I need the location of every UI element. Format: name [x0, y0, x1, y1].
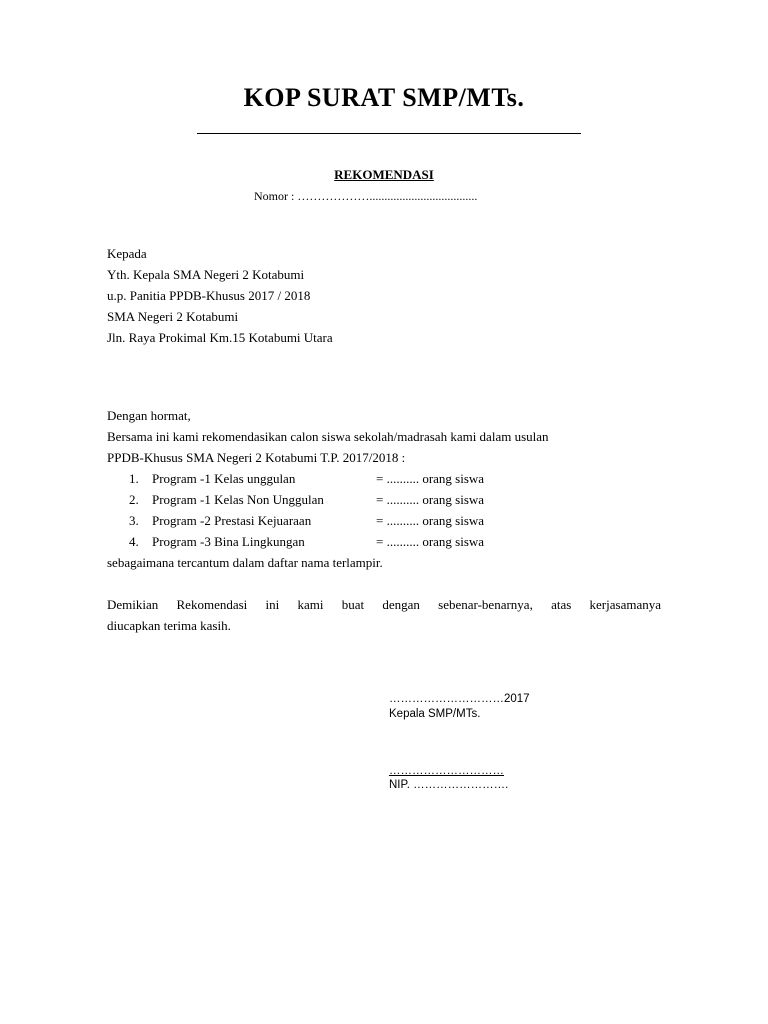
letterhead-rule: [197, 133, 581, 134]
program-quota: = .......... orang siswa: [376, 471, 485, 486]
program-name: Program -3 Bina Lingkungan: [152, 534, 305, 549]
closing-line: Demikian Rekomendasi ini kami buat dengan sebenar-benarnya, atas kerjasamanya: [107, 597, 661, 612]
closing-paragraph: [107, 594, 661, 636]
program-number: 2.: [129, 492, 139, 507]
letter-body: [107, 405, 661, 573]
greeting: Dengan hormat,: [107, 408, 191, 423]
signature-date: …………………………2017: [389, 693, 530, 705]
address-line: Kepada: [107, 246, 147, 261]
intro-line: PPDB-Khusus SMA Negeri 2 Kotabumi T.P. 2017/2018 :: [107, 450, 406, 465]
intro-line: Bersama ini kami rekomendasikan calon siswa sekolah/madrasah kami dalam usulan: [107, 429, 549, 444]
signature-nip: NIP. …………………….: [389, 779, 509, 791]
program-number: 3.: [129, 513, 139, 528]
address-line: Yth. Kepala SMA Negeri 2 Kotabumi: [107, 267, 305, 282]
program-quota: = .......... orang siswa: [376, 513, 485, 528]
program-name: Program -1 Kelas Non Unggulan: [152, 492, 324, 507]
signature-role: Kepala SMP/MTs.: [389, 708, 481, 720]
after-list-text: sebagaimana tercantum dalam daftar nama terlampir.: [107, 555, 383, 570]
program-item: [107, 489, 661, 510]
program-item: [107, 510, 661, 531]
program-quota: = .......... orang siswa: [376, 534, 485, 549]
letterhead-title: KOP SURAT SMP/MTs.: [243, 83, 525, 112]
address-line: SMA Negeri 2 Kotabumi: [107, 309, 239, 324]
program-list: [107, 468, 661, 552]
document-heading: REKOMENDASI: [334, 167, 434, 182]
program-number: 4.: [129, 534, 139, 549]
program-name: Program -1 Kelas unggulan: [152, 471, 296, 486]
closing-line: diucapkan terima kasih.: [107, 618, 231, 633]
program-quota: = .......... orang siswa: [376, 492, 485, 507]
signature-name: …………………………: [389, 765, 504, 777]
address-line: Jln. Raya Prokimal Km.15 Kotabumi Utara: [107, 330, 333, 345]
letter-number: Nomor : ………………....................................: [254, 189, 478, 203]
program-item: [107, 531, 661, 552]
program-number: 1.: [129, 471, 139, 486]
program-item: [107, 468, 661, 489]
address-line: u.p. Panitia PPDB-Khusus 2017 / 2018: [107, 288, 311, 303]
recipient-address: [107, 243, 333, 348]
program-name: Program -2 Prestasi Kejuaraan: [152, 513, 312, 528]
